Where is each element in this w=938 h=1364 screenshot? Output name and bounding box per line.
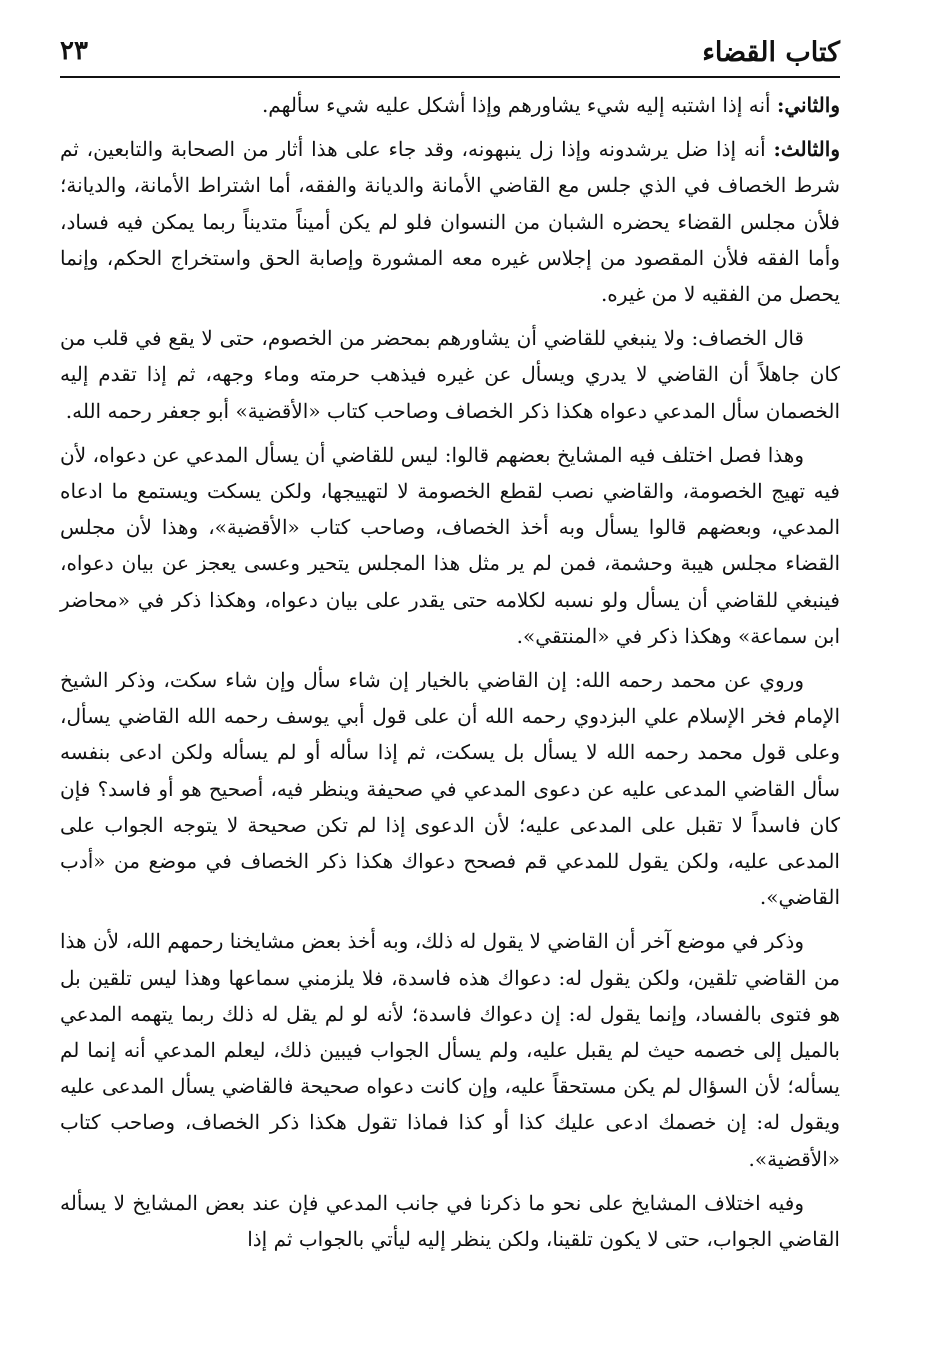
paragraph-text: وهذا فصل اختلف فيه المشايخ بعضهم قالوا: ليس للقاضي أن يسأل المدعي عن دعواه، لأن فيه تهيج الخصومة، والقاضي نصب لقطع الخصومة لا لتهييجها، ولكن يسكت ويستمع ما ادعاه المدعي، وبعضهم قالوا يسأل وبه أخذ الخصاف، وصاحب كتاب «الأقضية»، وهذا لأن مجلس القضاء مجلس هيبة وحشمة، فمن لم ير مثل هذا المجلس يتحير وعسى يعجز عن بيان دعواه، فينبغي للقاضي أن يسأل ولو نسبه لكلامه حتى يقدر على بيان دعواه، وهكذا ذكر في «محاضر ابن سماعة» وهكذا ذكر في «المنتقي». — [60, 442, 840, 648]
paragraph-text: وذكر في موضع آخر أن القاضي لا يقول له ذلك، وبه أخذ بعض مشايخنا رحمهم الله، لأن هذا من القاضي تلقين، ولكن يقول له: دعواك هذه فاسدة، فلا يلزمني سماعها وهذا ليس تلقين بل هو فتوى بالفساد، وإنما يقول له: إن دعواك فاسدة؛ لأنه لو لم يقل له ذلك ربما يتهمه المدعي بالميل إلى خصمه حيث لم يقبل عليه، ولم يسأل الجواب فيبين ذلك، ليعلم المدعي أنه إنما لم يسأله؛ لأن السؤال لم يكن مستحقاً عليه، وإن كانت دعواه صحيحة فالقاضي يسأل المدعى عليه ويقول له: إن خصمك ادعى عليك كذا أو كذا فماذا تقول هكذا ذكر الخصاف، وصاحب كتاب «الأقضية». — [60, 929, 840, 1171]
paragraph-text: أنه إذا ضل يرشدونه وإذا زل ينبهونه، وقد جاء على هذا أثار من الصحابة والتابعين، ثم شرط الخصاف في الذي جلس مع القاضي الأمانة والديانة والفقه، أما اشتراط الأمانة، والديانة؛ فلأن مجلس القضاء يحضره الشبان من النسوان فلو لم يكن أميناً متديناً ربما يمكن فيه فساد، وأما الفقه فلأن المقصود من إجلاس غيره معه المشورة وإصابة الحق واستخراج الحكم، وإنما يحصل من الفقيه لا من غيره. — [60, 137, 840, 307]
page-number: ٢٣ — [60, 36, 88, 66]
paragraph — [60, 923, 840, 1176]
paragraph — [60, 437, 840, 654]
paragraph-text: وروي عن محمد رحمه الله: إن القاضي بالخيار إن شاء سأل وإن شاء سكت، وذكر الشيخ الإمام فخر الإسلام علي البزدوي رحمه الله أن على قول أبي يوسف رحمه الله القاضي يسأل، وعلى قول محمد رحمه الله لا يسأل بل يسكت، ثم إذا سأله أو لم يسأله ولكن ادعى بنفسه سأل القاضي المدعى عليه عن دعوى المدعي في صحيفة وينظر فيه، أصحيح هو أو فاسد؟ فإن كان فاسداً لا تقبل على المدعى عليه؛ لأن الدعوى إذا لم تكن صحيحة لا يتوجه الجواب على المدعى عليه، ولكن يقول للمدعي قم فصحح دعواك هكذا ذكر الخصاف في موضع من «أدب القاضي». — [60, 668, 840, 910]
paragraph — [60, 320, 840, 429]
body-text — [60, 87, 840, 1257]
running-header — [60, 28, 840, 78]
paragraph — [60, 662, 840, 915]
paragraph — [60, 131, 840, 312]
paragraph-text: وفيه اختلاف المشايخ على نحو ما ذكرنا في جانب المدعي فإن عند بعض المشايخ لا يسأله القاضي الجواب، حتى لا يكون تلقينا، ولكن ينظر إليه ليأتي بالجواب ثم إذا — [60, 1190, 840, 1252]
paragraph — [60, 87, 840, 123]
paragraph-text: أنه إذا اشتبه إليه شيء يشاورهم وإذا أشكل عليه شيء سألهم. — [261, 93, 777, 117]
paragraph-lead: والثالث: — [773, 137, 840, 162]
paragraph-lead: والثاني: — [776, 93, 840, 117]
book-page — [60, 28, 840, 1348]
paragraph-text: قال الخصاف: ولا ينبغي للقاضي أن يشاورهم بمحضر من الخصوم، حتى لا يقع في قلب من كان جاهلاً أن القاضي لا يدري ويسأل عن غيره فيذهب حرمته وماء وجهه، ثم إذا تقدم إليه الخصمان سأل المدعي دعواه هكذا ذكر الخصاف وصاحب كتاب «الأقضية» أبو جعفر رحمه الله. — [60, 326, 840, 423]
paragraph — [60, 1185, 840, 1257]
book-title: كتاب القضاء — [702, 37, 840, 68]
